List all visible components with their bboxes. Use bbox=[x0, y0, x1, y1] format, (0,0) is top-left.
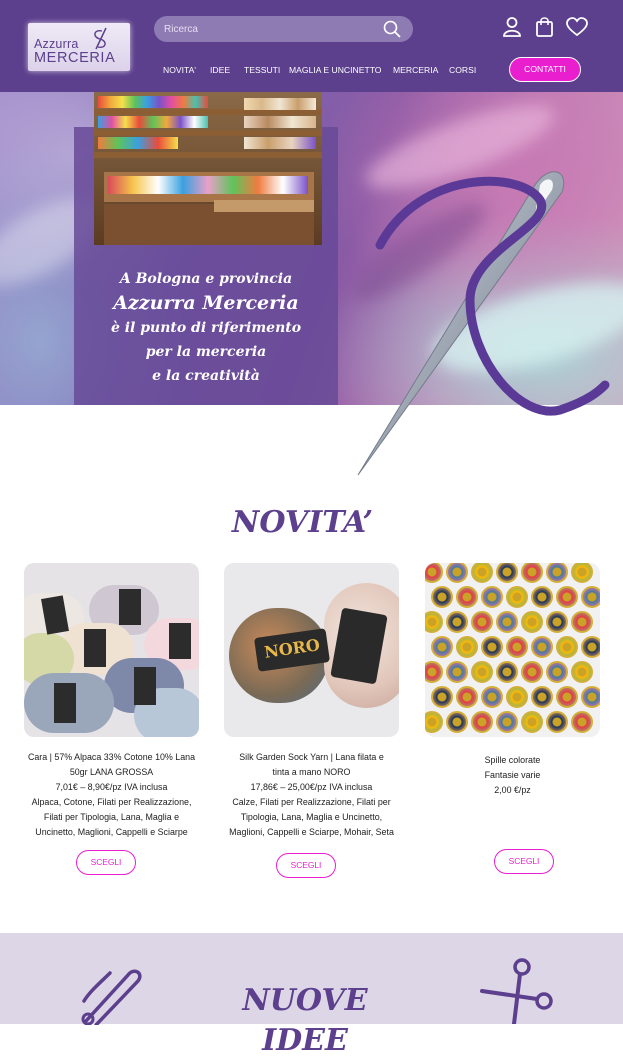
pin-badge bbox=[581, 686, 600, 708]
product-image[interactable] bbox=[24, 563, 199, 737]
product-image[interactable] bbox=[224, 563, 399, 737]
pin-badge bbox=[556, 686, 578, 708]
pin-badge bbox=[521, 711, 543, 733]
product-subtitle: Fantasie varie bbox=[484, 770, 541, 780]
pin-badge bbox=[546, 563, 568, 583]
pin-badge bbox=[581, 586, 600, 608]
choose-button[interactable]: SCEGLI bbox=[494, 849, 554, 874]
pin-badge bbox=[431, 686, 453, 708]
product-categories: Uncinetto, Maglioni, Cappelli e Sciarpe bbox=[35, 827, 188, 837]
product-categories: Alpaca, Cotone, Filati per Realizzazione, bbox=[31, 797, 192, 807]
novita-title: NOVITA’ bbox=[231, 505, 374, 540]
pin-badge bbox=[556, 586, 578, 608]
hero-line2: Azzurra Merceria bbox=[113, 292, 299, 314]
pin-badge bbox=[506, 686, 528, 708]
pin-badge bbox=[531, 636, 553, 658]
product-subtitle: tinta a mano NORO bbox=[272, 767, 351, 777]
hero-line1: A Bologna e provincia bbox=[119, 271, 293, 287]
pin-badge bbox=[496, 563, 518, 583]
pin-badge bbox=[446, 661, 468, 683]
pin-badge bbox=[446, 611, 468, 633]
contact-button[interactable]: CONTATTI bbox=[509, 57, 581, 82]
product-categories: Filati per Tipologia, Lana, Maglia e bbox=[43, 812, 180, 822]
product-card bbox=[24, 563, 199, 840]
pin-badge bbox=[571, 563, 593, 583]
product-categories: Tipologia, Lana, Maglia e Uncinetto, bbox=[240, 812, 383, 822]
pin-badge bbox=[431, 586, 453, 608]
product-title[interactable]: Cara | 57% Alpaca 33% Cotone 10% Lana bbox=[27, 752, 196, 762]
pin-badge bbox=[446, 563, 468, 583]
pin-badge bbox=[425, 711, 443, 733]
pin-badge bbox=[506, 586, 528, 608]
nav-idee[interactable]: IDEE bbox=[210, 65, 231, 75]
scissors-icon bbox=[478, 957, 556, 1024]
pin-badge bbox=[446, 711, 468, 733]
pin-badge bbox=[496, 711, 518, 733]
pin-badge bbox=[456, 686, 478, 708]
pin-badge bbox=[471, 661, 493, 683]
product-price: 2,00 €/pz bbox=[494, 785, 531, 795]
pin-badge bbox=[546, 661, 568, 683]
logo-line1: Azzurra bbox=[34, 37, 79, 51]
pin-badge bbox=[425, 611, 443, 633]
pin-badge bbox=[425, 661, 443, 683]
pin-badge bbox=[456, 636, 478, 658]
pin-badge bbox=[431, 636, 453, 658]
pin-badge bbox=[425, 563, 443, 583]
pin-badge bbox=[521, 661, 543, 683]
nav-corsi[interactable]: CORSI bbox=[449, 65, 477, 75]
pin-badge bbox=[496, 611, 518, 633]
nav-tessuti[interactable]: TESSUTI bbox=[244, 65, 281, 75]
nav-novita[interactable]: NOVITA' bbox=[163, 65, 196, 75]
pin-badge bbox=[546, 711, 568, 733]
pin-badge bbox=[521, 611, 543, 633]
pin-badge bbox=[506, 636, 528, 658]
pin-badge bbox=[546, 611, 568, 633]
pin-badge bbox=[521, 563, 543, 583]
pin-badge bbox=[481, 586, 503, 608]
hero-line4: per la merceria bbox=[145, 344, 267, 360]
nav-maglia-uncinetto[interactable]: MAGLIA E UNCINETTO bbox=[289, 65, 382, 75]
pin-badge bbox=[471, 611, 493, 633]
noro-label: NORO bbox=[263, 635, 321, 662]
pin-badge bbox=[481, 686, 503, 708]
nav-merceria[interactable]: MERCERIA bbox=[393, 65, 439, 75]
product-subtitle: 50gr LANA GROSSA bbox=[69, 767, 154, 777]
ideas-title: NUOVE IDEE bbox=[242, 983, 368, 1058]
pin-badge bbox=[531, 586, 553, 608]
product-price: 7,01€ – 8,90€/pz IVA inclusa bbox=[55, 782, 168, 792]
hero-line5: e la creatività bbox=[152, 368, 260, 384]
product-title[interactable]: Spille colorate bbox=[484, 755, 541, 765]
hero-line3: è il punto di riferimento bbox=[110, 320, 302, 336]
ideas-section bbox=[0, 933, 623, 1058]
product-title[interactable]: Silk Garden Sock Yarn | Lana filata e bbox=[239, 752, 384, 762]
pin-badge bbox=[496, 661, 518, 683]
product-card bbox=[425, 563, 600, 798]
pin-badge bbox=[471, 563, 493, 583]
product-image[interactable] bbox=[425, 563, 600, 737]
pin-badge bbox=[556, 636, 578, 658]
product-categories: Calze, Filati per Realizzazione, Filati per bbox=[232, 797, 391, 807]
pin-badge bbox=[481, 636, 503, 658]
pin-badge bbox=[571, 711, 593, 733]
pin-badge bbox=[471, 711, 493, 733]
pin-badge bbox=[531, 686, 553, 708]
logo-line2: MERCERIA bbox=[34, 50, 116, 66]
pin-badge bbox=[571, 611, 593, 633]
choose-button[interactable]: SCEGLI bbox=[276, 853, 336, 878]
needle-thread-icon bbox=[0, 0, 623, 520]
product-categories: Maglioni, Cappelli e Sciarpe, Mohair, Seta bbox=[229, 827, 394, 837]
product-card bbox=[224, 563, 399, 840]
pin-badge bbox=[456, 586, 478, 608]
pin-badge bbox=[581, 636, 600, 658]
product-price: 17,86€ – 25,00€/pz IVA inclusa bbox=[250, 782, 373, 792]
pin-badge bbox=[571, 661, 593, 683]
safety-pin-icon bbox=[80, 961, 146, 1025]
choose-button[interactable]: SCEGLI bbox=[76, 850, 136, 875]
